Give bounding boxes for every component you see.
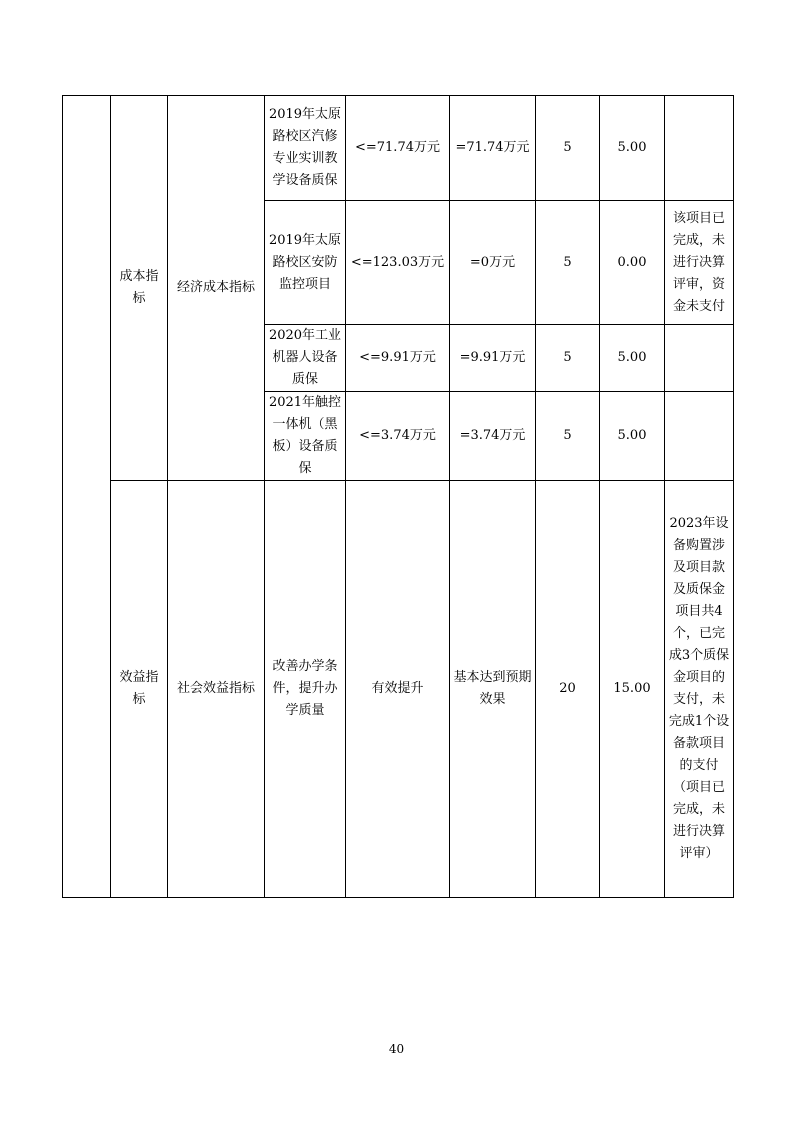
item-cell: 2019年太原路校区汽修专业实训教学设备质保 — [265, 96, 346, 201]
table-row — [63, 481, 734, 898]
actual-cell: =71.74万元 — [450, 96, 536, 201]
actual-cell: =3.74万元 — [450, 392, 536, 481]
first-level-indicator-cell — [63, 96, 111, 898]
target-cell: <=3.74万元 — [346, 392, 450, 481]
score-cell: 15.00 — [600, 481, 665, 898]
target-cell: <=9.91万元 — [346, 325, 450, 392]
score-cell: 5.00 — [600, 392, 665, 481]
weight-cell: 5 — [536, 201, 600, 325]
weight-cell: 5 — [536, 325, 600, 392]
subcategory-cell: 经济成本指标 — [168, 96, 265, 481]
item-cell: 2021年触控一体机（黑板）设备质保 — [265, 392, 346, 481]
score-cell: 0.00 — [600, 201, 665, 325]
target-cell: 有效提升 — [346, 481, 450, 898]
note-cell — [665, 96, 734, 201]
page-number: 40 — [388, 1042, 405, 1056]
item-cell: 2019年太原路校区安防监控项目 — [265, 201, 346, 325]
category-cell: 成本指标 — [111, 96, 168, 481]
performance-table — [62, 95, 734, 898]
item-cell: 2020年工业机器人设备质保 — [265, 325, 346, 392]
item-cell: 改善办学条件，提升办学质量 — [265, 481, 346, 898]
weight-cell: 20 — [536, 481, 600, 898]
note-cell — [665, 325, 734, 392]
category-cell: 效益指标 — [111, 481, 168, 898]
actual-cell: =0万元 — [450, 201, 536, 325]
weight-cell: 5 — [536, 392, 600, 481]
subcategory-cell: 社会效益指标 — [168, 481, 265, 898]
table-row — [63, 96, 734, 201]
score-cell: 5.00 — [600, 96, 665, 201]
weight-cell: 5 — [536, 96, 600, 201]
actual-cell: =9.91万元 — [450, 325, 536, 392]
note-cell — [665, 392, 734, 481]
target-cell: <=123.03万元 — [346, 201, 450, 325]
note-cell: 2023年设备购置涉及项目款及质保金项目共4个，已完成3个质保金项目的支付，未完成1个设备款项目的支付（项目已完成，未进行决算评审） — [665, 481, 734, 898]
score-cell: 5.00 — [600, 325, 665, 392]
actual-cell: 基本达到预期效果 — [450, 481, 536, 898]
target-cell: <=71.74万元 — [346, 96, 450, 201]
note-cell: 该项目已完成，未进行决算评审，资金未支付 — [665, 201, 734, 325]
